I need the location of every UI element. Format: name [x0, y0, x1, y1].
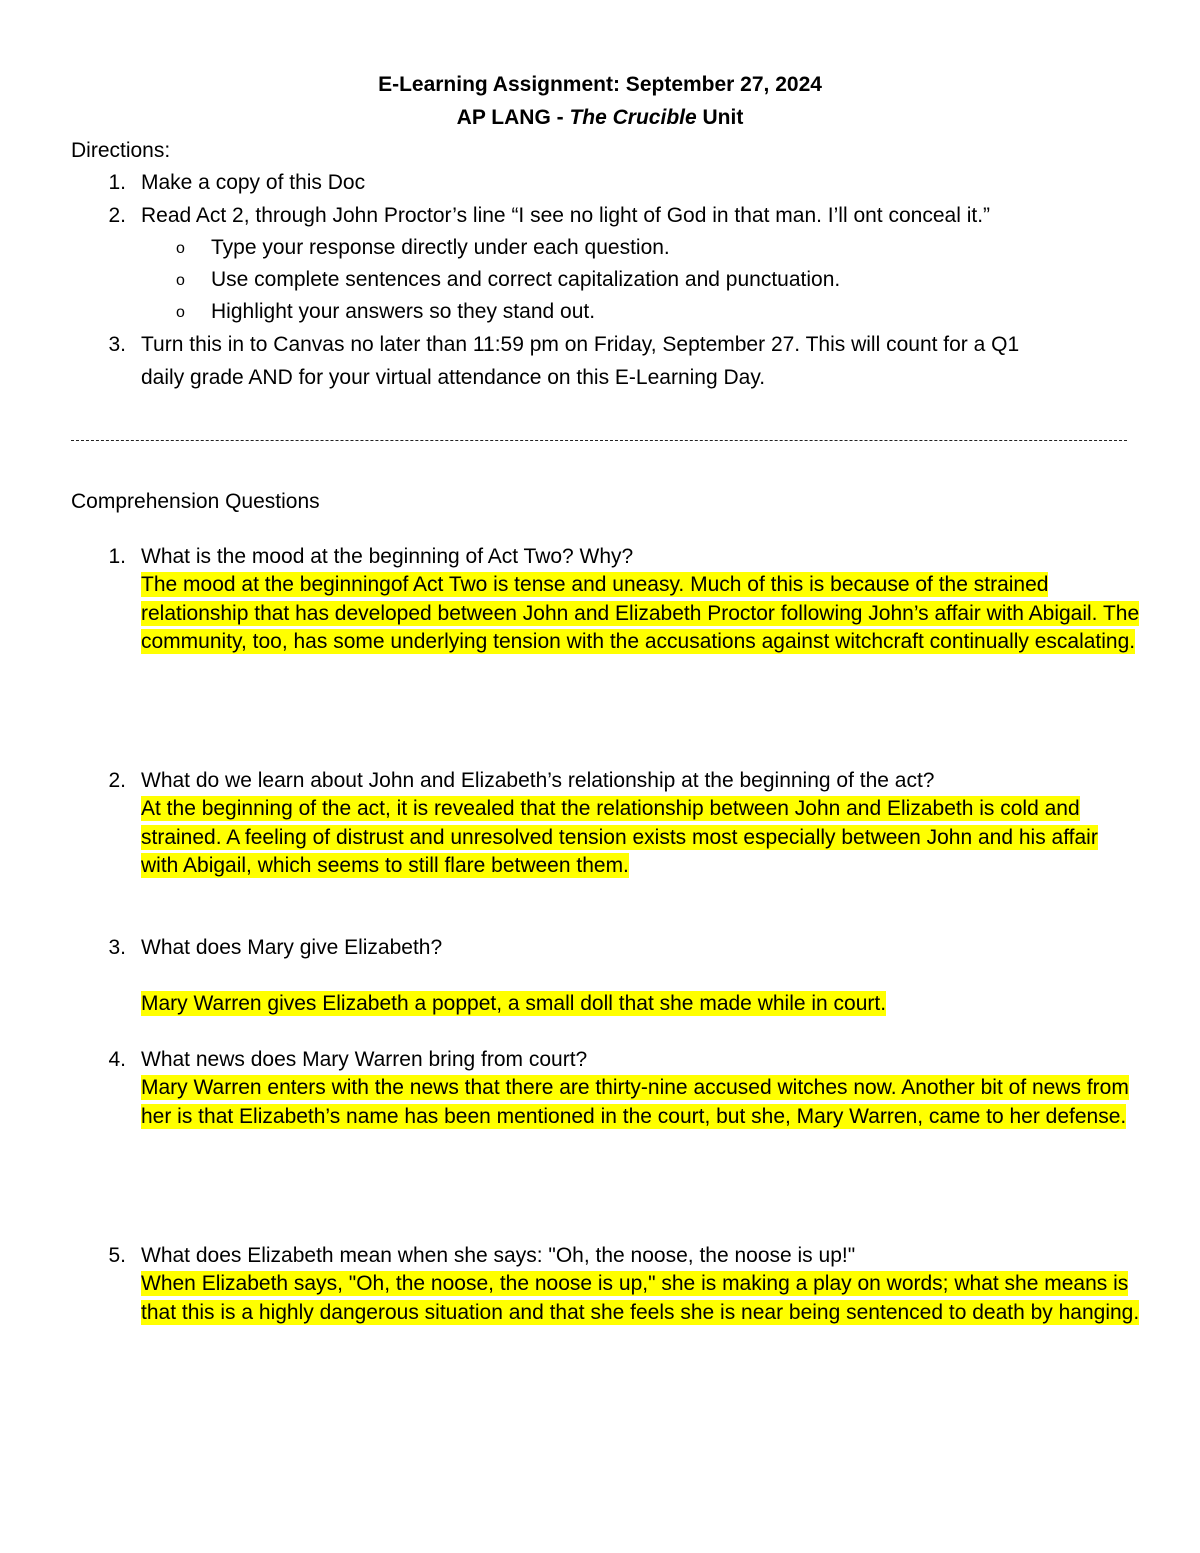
question-number: 5. — [108, 1244, 126, 1267]
direction-item: Make a copy of this Doc — [141, 171, 366, 194]
divider-glyph — [71, 425, 72, 426]
question-text: What does Elizabeth mean when she says: "Oh, the noose, the noose is up!" — [141, 1244, 856, 1267]
question-number: 1. — [108, 545, 126, 568]
answer-block — [141, 990, 1141, 1019]
question-text: What does Mary give Elizabeth? — [141, 936, 443, 959]
direction-number: 2. — [108, 204, 126, 227]
question-text: What news does Mary Warren bring from court? — [141, 1048, 588, 1071]
answer-block — [141, 1074, 1141, 1131]
question-text: What do we learn about John and Elizabeth’s relationship at the beginning of the act? — [141, 769, 935, 792]
direction-item: Read Act 2, through John Proctor’s line “I see no light of God in that man. I’ll ont conceal it.” — [141, 204, 991, 227]
document-subtitle — [0, 106, 1200, 130]
bullet-marker: o — [176, 304, 185, 321]
directions-label: Directions: — [71, 139, 171, 162]
highlighted-answer: Mary Warren gives Elizabeth a poppet, a small doll that she made while in court. — [141, 992, 887, 1015]
subtitle-suffix: Unit — [696, 106, 744, 129]
question-text: What is the mood at the beginning of Act Two? Why? — [141, 545, 634, 568]
direction-subitem: Highlight your answers so they stand out. — [211, 300, 596, 323]
bullet-marker: o — [176, 272, 185, 289]
direction-item-line: daily grade AND for your virtual attendance on this E-Learning Day. — [141, 366, 766, 389]
answer-block — [141, 1270, 1141, 1327]
subtitle-play-title: The Crucible — [569, 106, 697, 129]
direction-number: 3. — [108, 333, 126, 356]
section-divider — [71, 440, 1127, 441]
direction-number: 1. — [108, 171, 126, 194]
document-title: E-Learning Assignment: September 27, 2024 — [378, 73, 822, 96]
direction-subitem: Use complete sentences and correct capitalization and punctuation. — [211, 268, 841, 291]
highlighted-answer: Mary Warren enters with the news that there are thirty-nine accused witches now. Another bit of news from her is that Elizabeth’s name has been mentioned in the court, but she, Mary Warren, came to her defense. — [141, 1076, 1129, 1128]
answer-block — [141, 795, 1141, 881]
question-number: 2. — [108, 769, 126, 792]
highlighted-answer: At the beginning of the act, it is revealed that the relationship between John and Elizabeth is cold and strained. A feeling of distrust and unresolved tension exists most especially between John and his affair with Abigail, which seems to still flare between them. — [141, 797, 1098, 877]
highlighted-answer: The mood at the beginningof Act Two is tense and uneasy. Much of this is because of the strained relationship that has developed between John and Elizabeth Proctor following John’s affair with Abigail. The community, too, has some underlying tension with the accusations against witchcraft continually escalating. — [141, 573, 1140, 653]
direction-item-line: Turn this in to Canvas no later than 11:59 pm on Friday, September 27. This will count for a Q1 — [141, 333, 1020, 356]
highlighted-answer: When Elizabeth says, "Oh, the noose, the noose is up," she is making a play on words; what she means is that this is a highly dangerous situation and that she feels she is near being sentenced to death by hanging. — [141, 1272, 1140, 1324]
section-title: Comprehension Questions — [71, 490, 320, 513]
bullet-marker: o — [176, 240, 185, 257]
answer-block — [141, 571, 1141, 657]
question-number: 4. — [108, 1048, 126, 1071]
subtitle-prefix: AP LANG - — [456, 106, 570, 129]
question-number: 3. — [108, 936, 126, 959]
direction-subitem: Type your response directly under each question. — [211, 236, 670, 259]
